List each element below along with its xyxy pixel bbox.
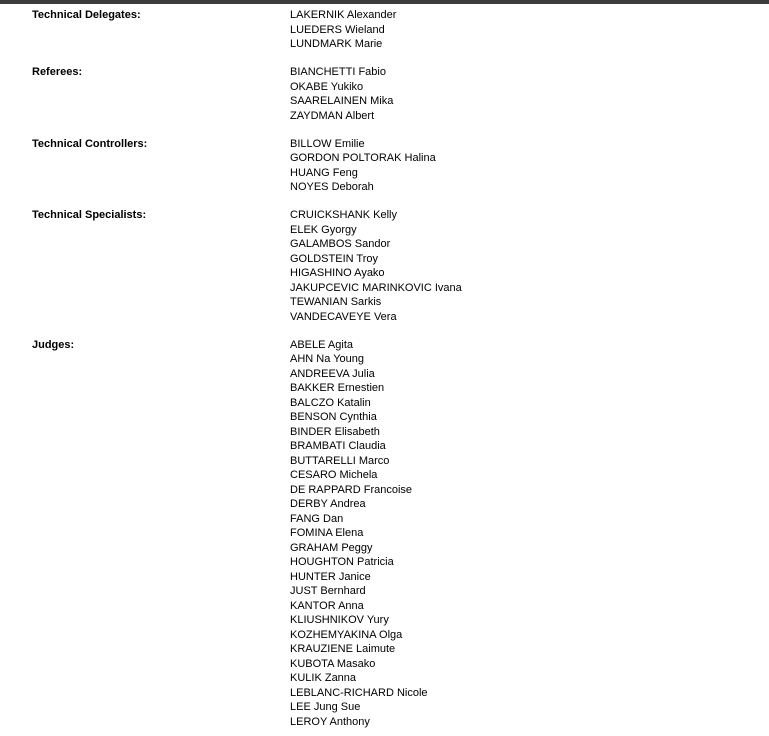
official-name: GALAMBOS Sandor: [290, 238, 391, 250]
official-name: LEBLANC-RICHARD Nicole: [290, 686, 428, 699]
official-name: LEE Jung Sue: [290, 701, 361, 713]
official-name: BUTTARELLI Marco: [290, 454, 390, 467]
official-name: VANDECAVEYE Vera: [290, 310, 397, 323]
section-technical-specialists: [0, 208, 769, 324]
name-list: [290, 65, 769, 123]
section-label: Technical Delegates:: [32, 9, 141, 21]
official-name: KANTOR Anna: [290, 599, 364, 612]
official-name: BINDER Elisabeth: [290, 425, 380, 438]
official-name: KRAUZIENE Laimute: [290, 643, 396, 655]
official-name: KLIUSHNIKOV Yury: [290, 614, 389, 626]
section-referees: [0, 65, 769, 123]
official-name: DE RAPPARD Francoise: [290, 483, 413, 496]
official-name: ELEK Gyorgy: [290, 223, 357, 236]
official-name: KOZHEMYAKINA Olga: [290, 628, 403, 641]
official-name: ANDREEVA Julia: [290, 367, 375, 380]
official-name: ABELE Agita: [290, 338, 353, 351]
section-judges: [0, 338, 769, 730]
official-name: CRUICKSHANK Kelly: [290, 209, 397, 221]
official-name: GORDON POLTORAK Halina: [290, 152, 436, 164]
official-name: LUEDERS Wieland: [290, 23, 385, 36]
official-name: ZAYDMAN Albert: [290, 109, 375, 122]
official-name: DERBY Andrea: [290, 498, 366, 510]
official-name: BILLOW Emilie: [290, 137, 365, 150]
section-label: Judges:: [32, 338, 75, 351]
name-list: [290, 8, 769, 52]
official-name: HUANG Feng: [290, 166, 358, 179]
official-name: HUNTER Janice: [290, 570, 371, 583]
official-name: LUNDMARK Marie: [290, 38, 383, 50]
official-name: GOLDSTEIN Troy: [290, 252, 379, 265]
official-name: BALCZO Katalin: [290, 396, 371, 409]
official-name: BAKKER Ernestien: [290, 382, 385, 394]
name-list: [290, 208, 769, 324]
official-name: HIGASHINO Ayako: [290, 267, 385, 279]
official-name: KUBOTA Masako: [290, 657, 376, 670]
viewer-top-bar: [0, 0, 769, 4]
official-name: FANG Dan: [290, 512, 344, 525]
official-name: JUST Bernhard: [290, 585, 366, 597]
name-list: [290, 338, 769, 730]
official-name: BIANCHETTI Fabio: [290, 66, 386, 78]
name-list: [290, 137, 769, 195]
official-name: TEWANIAN Sarkis: [290, 296, 382, 308]
section-label: Technical Specialists:: [32, 209, 147, 221]
official-name: GRAHAM Peggy: [290, 541, 373, 554]
official-name: OKABE Yukiko: [290, 80, 364, 93]
official-name: FOMINA Elena: [290, 527, 364, 539]
section-technical-controllers: [0, 137, 769, 195]
official-name: AHN Na Young: [290, 353, 364, 365]
official-name: NOYES Deborah: [290, 181, 374, 193]
official-name: KULIK Zanna: [290, 672, 357, 684]
official-name: LEROY Anthony: [290, 715, 370, 728]
official-name: BENSON Cynthia: [290, 411, 377, 423]
official-name: LAKERNIK Alexander: [290, 9, 397, 21]
official-name: BRAMBATI Claudia: [290, 440, 386, 452]
official-name: CESARO Michela: [290, 469, 378, 481]
official-name: JAKUPCEVIC MARINKOVIC Ivana: [290, 281, 462, 294]
official-name: SAARELAINEN Mika: [290, 95, 394, 107]
section-technical-delegates: [0, 8, 769, 52]
officials-document: [0, 8, 769, 736]
section-label: Technical Controllers:: [32, 137, 148, 150]
section-label: Referees:: [32, 66, 83, 78]
official-name: HOUGHTON Patricia: [290, 556, 394, 568]
